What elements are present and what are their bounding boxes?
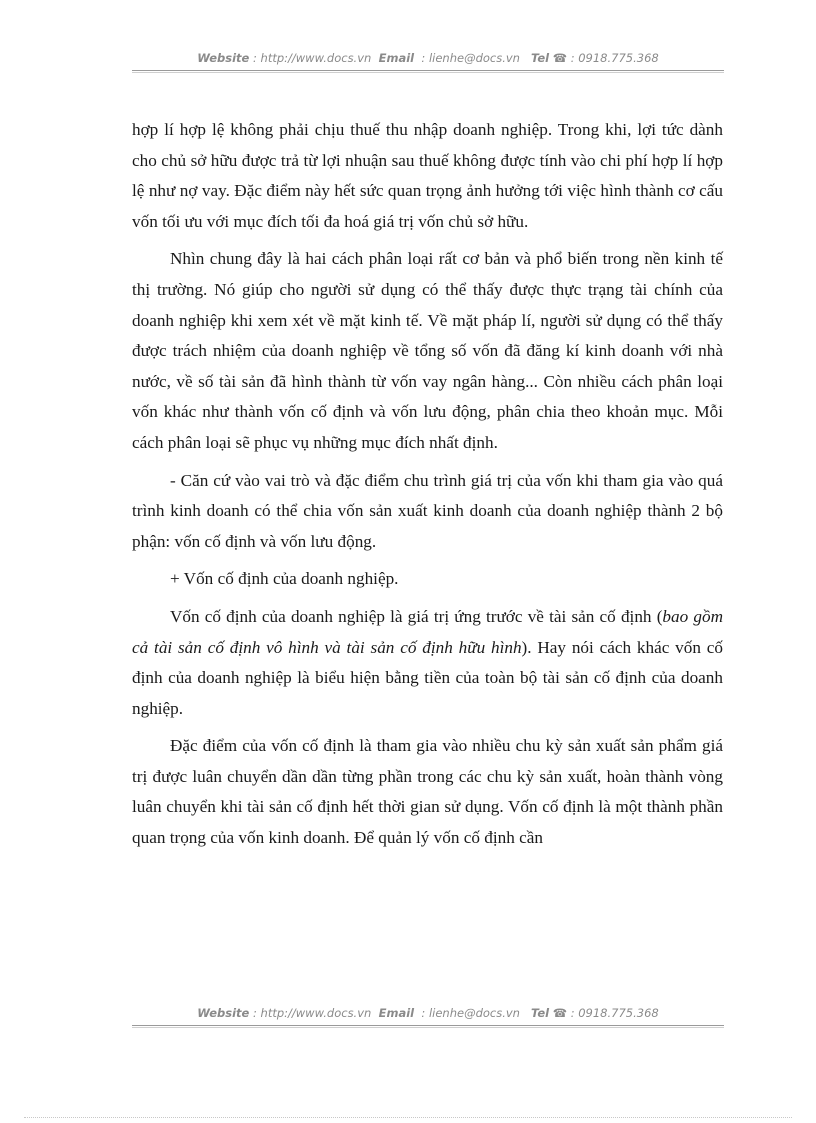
paragraph-5-italic: bao gồm cả tài sản cố định vô hình và tài sản cố định hữu hình xyxy=(132,606,723,657)
footer-email-value: : lienhe@docs.vn xyxy=(421,1006,520,1020)
phone-icon: ☎ xyxy=(552,1006,568,1020)
header-website-value: : http://www.docs.vn xyxy=(253,51,372,65)
paragraph-1: hợp lí hợp lệ không phải chịu thuế thu nhập doanh nghiệp. Trong khi, lợi tức dành cho chủ sở hữu được trả từ lợi nhuận sau thuế không được tính vào chi phí hợp lí hợp lệ như nợ vay. Đặc điểm này hết sức quan trọng ảnh hưởng tới việc hình thành cơ cấu vốn tối ưu với mục đích tối đa hoá giá trị vốn chủ sở hữu. xyxy=(132,120,723,231)
paragraph-3: - Căn cứ vào vai trò và đặc điểm chu trình giá trị của vốn khi tham gia vào quá trình kinh doanh có thể chia vốn sản xuất kinh doanh của doanh nghiệp thành 2 bộ phận: vốn cố định và vốn lưu động. xyxy=(132,470,723,551)
header-divider xyxy=(132,70,724,73)
paragraph-6: Đặc điểm của vốn cố định là tham gia vào nhiều chu kỳ sản xuất sản phẩm giá trị được luân chuyển dần dần từng phần trong các chu kỳ sản xuất, hoàn thành vòng luân chuyển khi tài sản cố định hết thời gian sử dụng. Vốn cố định là một thành phần quan trọng của vốn kinh doanh. Để quản lý vốn cố định cần xyxy=(132,736,723,848)
paragraph-5-text-a: Vốn cố định của doanh nghiệp là giá trị ứng trước về tài sản cố định ( xyxy=(170,606,663,626)
footer-website-value: : http://www.docs.vn xyxy=(253,1006,372,1020)
header-email-value: : lienhe@docs.vn xyxy=(421,51,520,65)
footer-tel-value: : 0918.775.368 xyxy=(570,1006,659,1020)
page-footer xyxy=(132,1006,724,1020)
paragraph-5-text-b: ). Hay nói cách khác vốn cố định của doanh nghiệp là biểu hiện bằng tiền của toàn bộ tài sản cố định của doanh nghiệp. xyxy=(132,637,723,718)
phone-icon: ☎ xyxy=(552,51,568,65)
header-website-label: Website xyxy=(197,51,250,65)
footer-divider xyxy=(132,1025,724,1028)
page-edge-divider xyxy=(24,1117,792,1118)
header-email-label: Email xyxy=(378,51,415,65)
document-body xyxy=(132,115,723,861)
footer-tel-label: Tel xyxy=(530,1006,550,1020)
header-tel-value: : 0918.775.368 xyxy=(570,51,659,65)
footer-website-label: Website xyxy=(197,1006,250,1020)
paragraph-5 xyxy=(132,602,723,724)
page-header xyxy=(132,51,724,65)
footer-email-label: Email xyxy=(378,1006,415,1020)
paragraph-2: Nhìn chung đây là hai cách phân loại rất cơ bản và phổ biến trong nền kinh tế thị trường. Nó giúp cho người sử dụng có thể thấy được thực trạng tài chính của doanh nghiệp khi xem xét về mặt kinh tế. Về mặt pháp lí, người sử dụng có thể thấy được trách nhiệm của doanh nghiệp về tổng số vốn đã đăng kí kinh doanh với nhà nước, về số tài sản đã hình thành từ vốn vay ngân hàng... Còn nhiều cách phân loại vốn khác như thành vốn cố định và vốn lưu động, phân chia theo khoản mục. Mỗi cách phân loại sẽ phục vụ những mục đích nhất định. xyxy=(132,249,723,452)
paragraph-4: + Vốn cố định của doanh nghiệp. xyxy=(170,569,399,589)
header-tel-label: Tel xyxy=(530,51,550,65)
